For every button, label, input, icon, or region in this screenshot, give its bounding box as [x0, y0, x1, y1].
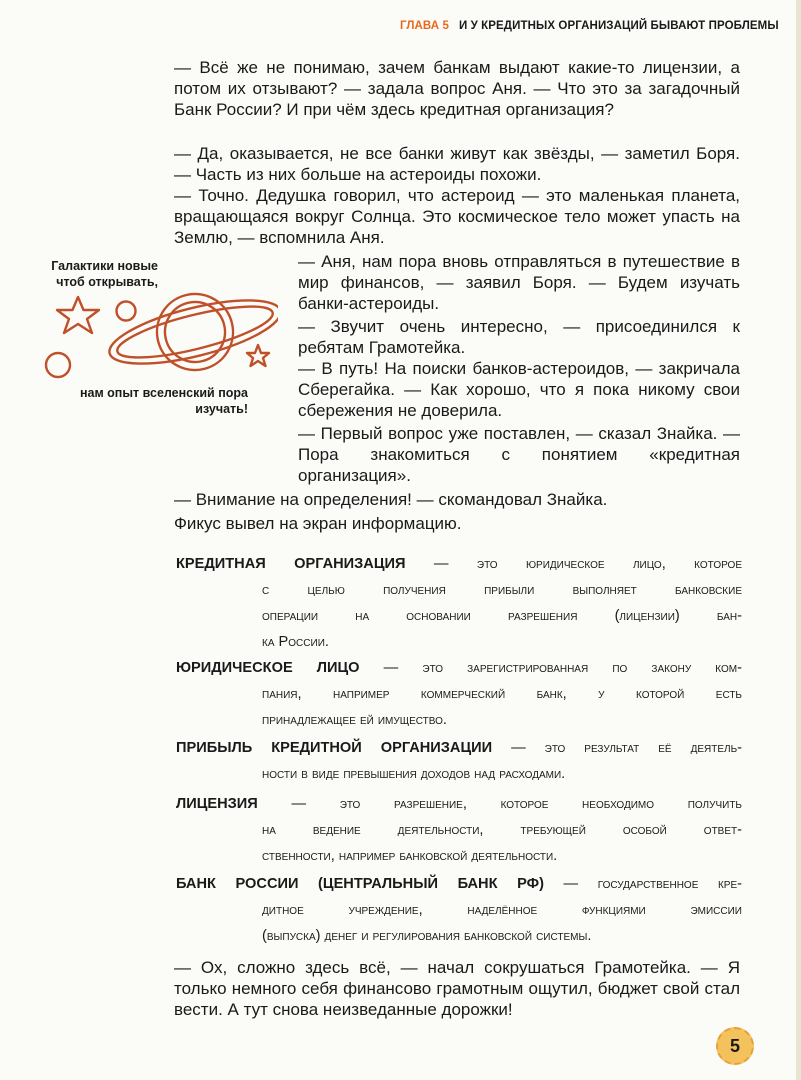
chapter-label: ГЛАВА 5 — [400, 20, 449, 32]
definition-term: КРЕДИТНАЯ ОРГАНИЗАЦИЯ — [176, 556, 406, 572]
closing-paragraph: — Ох, сложно здесь всё, — начал сокрушаться Грамотейка. — Я только немного себя финансово грамотным ощутил, бюджет свой стал вести. А тут снова неизведанные дорожки! — [174, 958, 740, 1019]
definition-text: на ведение деятельности, требующей особой ответ- — [262, 822, 742, 838]
star-icon — [247, 345, 269, 366]
definition-term: БАНК РОССИИ (ЦЕНТРАЛЬНЫЙ БАНК РФ) — [176, 876, 544, 892]
definition-text: пания, например коммерческий банк, у которой есть — [262, 686, 742, 702]
illustration-caption-bottom: нам опыт вселенский пора изучать! — [79, 386, 248, 416]
star-icon — [57, 297, 99, 333]
definition-text: — это зарегистрированная по закону ком- — [359, 660, 742, 676]
definition-block — [176, 735, 742, 787]
dialog-paragraph: — В путь! На поиски банков-астероидов, — закричала Сберегайка. — Как хорошо, что я пока никому свои сбережения не доверила. — [298, 359, 740, 420]
definition-text: дитное учреждение, наделённое функциями эмиссии — [262, 902, 742, 918]
definition-text: ственности, например банковской деятельности. — [262, 848, 558, 864]
page-edge — [796, 0, 801, 1080]
definition-term: ЛИЦЕНЗИЯ — [176, 796, 258, 812]
definition-text: ка России. — [262, 634, 329, 650]
definition-text: — это разрешение, которое необходимо получить — [257, 796, 742, 812]
page-number: 5 — [716, 1027, 754, 1065]
circle-icon — [46, 353, 70, 377]
illustration-caption-top: Галактики новые чтоб открывать, — [51, 259, 158, 289]
planet-illustration — [38, 270, 278, 390]
definition-block — [176, 551, 742, 655]
definition-text: — это юридическое лицо, которое — [405, 556, 742, 572]
definition-block — [176, 871, 742, 949]
definition-text: — это результат её деятель- — [492, 740, 742, 756]
dialog-paragraph: — Внимание на определения! — скомандовал Знайка. — [174, 490, 608, 509]
dialog-paragraph: — Первый вопрос уже поставлен, — сказал Знайка. — Пора знакомиться с понятием «кредитная организация». — [298, 424, 740, 485]
dialog-paragraph: — Да, оказывается, не все банки живут как звёзды, — заметил Боря. — Часть из них больше на астероиды похожи. — [174, 144, 740, 184]
dialog-paragraph: Фикус вывел на экран информацию. — [174, 514, 462, 533]
definition-term: ПРИБЫЛЬ КРЕДИТНОЙ ОРГАНИЗАЦИИ — [176, 740, 493, 756]
circle-icon — [117, 302, 136, 321]
definition-text: с целью получения прибыли выполняет банковские — [262, 582, 742, 598]
planet-icon — [100, 274, 278, 390]
running-header — [400, 20, 779, 32]
dialog-paragraph: — Звучит очень интересно, — присоединился к ребятам Грамотейка. — [298, 317, 740, 357]
chapter-title: И У КРЕДИТНЫХ ОРГАНИЗАЦИЙ БЫВАЮТ ПРОБЛЕМЫ — [458, 20, 779, 32]
definition-text: (выпуска) денег и регулирования банковской системы. — [262, 928, 592, 944]
definition-text: операции на основании разрешения (лицензии) бан- — [262, 608, 742, 624]
dialog-paragraph: — Точно. Дедушка говорил, что астероид — это маленькая планета, вращающаяся вокруг Солнца. Это космическое тело может упасть на Землю, — вспомнила Аня. — [174, 186, 740, 247]
definition-term: ЮРИДИЧЕСКОЕ ЛИЦО — [176, 660, 360, 676]
definition-text: ности в виде превышения доходов над расходами. — [262, 766, 566, 782]
dialog-paragraph: — Всё же не понимаю, зачем банкам выдают какие-то лицензии, а потом их отзывают? — задала вопрос Аня. — Что это за загадочный Банк России? И при чём здесь кредитная организация? — [174, 58, 740, 119]
definition-block — [176, 791, 742, 869]
definition-text: — государственное кре- — [543, 876, 742, 892]
definition-text: принадлежащее ей имущество. — [262, 712, 447, 728]
definition-block — [176, 655, 742, 733]
dialog-paragraph: — Аня, нам пора вновь отправляться в путешествие в мир финансов, — заявил Боря. — Будем изучать банки-астероиды. — [298, 252, 740, 313]
